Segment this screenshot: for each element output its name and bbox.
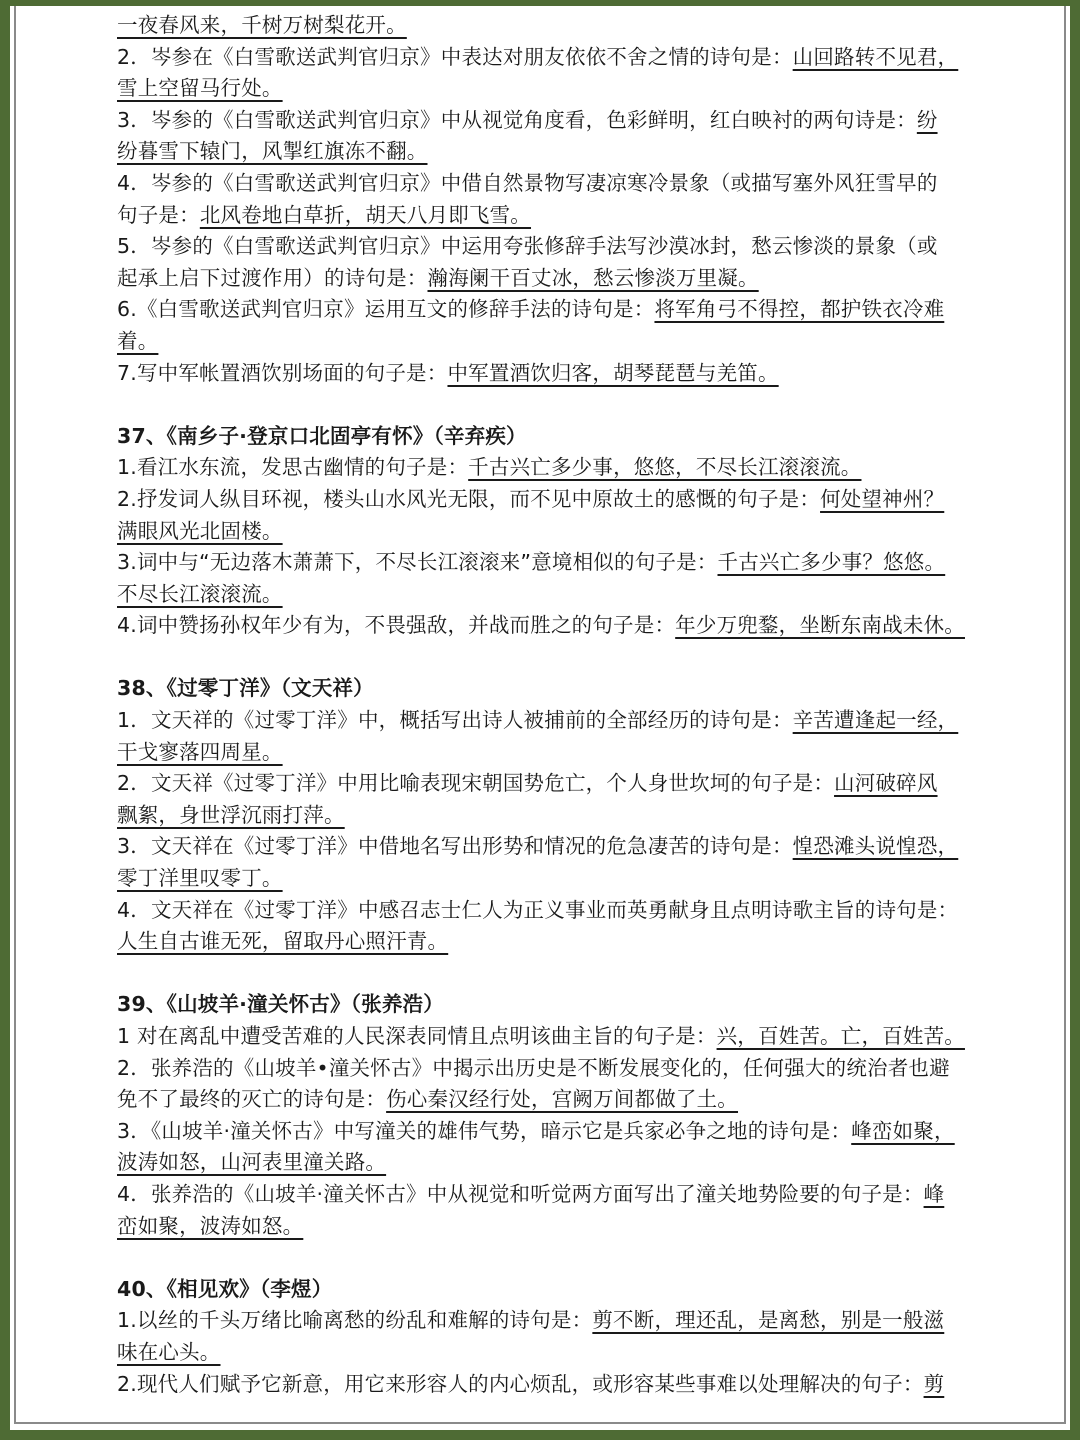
text-line [117, 1179, 965, 1211]
answer-text: 伤心秦汉经行处，宫阙万间都做了土。 [386, 1087, 739, 1112]
question-text: 免不了最终的灭亡的诗句是： [117, 1087, 387, 1112]
document-body [117, 10, 965, 1400]
question-text: 2．岑参在《白雪歌送武判官归京》中表达对朋友依依不舍之情的诗句是： [117, 44, 793, 69]
answer-text: 不尽长江滚滚流。 [117, 581, 283, 606]
text-line [117, 484, 965, 516]
text-line [117, 358, 965, 390]
answer-text: 飘絮，身世浮沉雨打萍。 [117, 802, 345, 827]
question-text: 4．岑参的《白雪歌送武判官归京》中借自然景物写凄凉寒冷景象（或描写塞外风狂雪早的 [117, 170, 938, 195]
text-line [117, 926, 965, 958]
text-line [117, 452, 965, 484]
answer-text: 辛苦遭逢起一经， [792, 708, 959, 733]
answer-text: 千古兴亡多少事？悠悠。 [717, 550, 946, 575]
answer-text: 将军角弓不得控，都护铁衣冷难 [654, 297, 945, 322]
text-line [117, 105, 965, 137]
text-line [117, 1369, 965, 1401]
question-text: 2.现代人们赋予它新意，用它来形容人的内心烦乱，或形容某些事难以处理解决的句子： [117, 1371, 924, 1396]
answer-text: 干戈寥落四周星。 [117, 739, 283, 764]
answer-text: 瀚海阑干百丈冰，愁云惨淡万里凝。 [427, 265, 759, 290]
question-text: 1．文天祥的《过零丁洋》中，概括写出诗人被捕前的全部经历的诗句是： [117, 708, 793, 733]
question-text: 7.写中军帐置酒饮别场面的句子是： [117, 360, 448, 385]
answer-text: 山河破碎风 [834, 771, 938, 796]
text-line [117, 1084, 965, 1116]
text-line [117, 1147, 965, 1179]
answer-text: 北风卷地白草折，胡天八月即飞雪。 [199, 202, 532, 227]
answer-text: 峦如聚，波涛如怒。 [117, 1213, 304, 1238]
answer-text: 纷 [916, 107, 938, 132]
text-line [117, 516, 965, 548]
blank-line [117, 642, 965, 674]
text-line [117, 579, 965, 611]
text-line [117, 42, 965, 74]
question-text: 2.抒发词人纵目环视，楼头山水风光无限，而不见中原故土的感慨的句子是： [117, 486, 821, 511]
text-line [117, 263, 965, 295]
blank-line [117, 1242, 965, 1274]
text-line [117, 73, 965, 105]
answer-text: 中军置酒饮归客，胡琴琵琶与羌笛。 [447, 360, 779, 385]
text-line [117, 1211, 965, 1243]
question-text: 4．张养浩的《山坡羊·潼关怀古》中从视觉和听觉两方面写出了潼关地势险要的句子是： [117, 1181, 924, 1206]
text-line [117, 326, 965, 358]
section-heading: 38、《过零丁洋》（文天祥） [117, 676, 374, 701]
answer-text: 零丁洋里叹零丁。 [117, 866, 283, 891]
answer-text: 何处望神州？ [820, 486, 945, 511]
question-text: 4.词中赞扬孙权年少有为，不畏强敌，并战而胜之的句子是： [117, 613, 676, 638]
text-line [117, 1337, 965, 1369]
answer-text: 着。 [117, 328, 159, 353]
question-text: 6.《白雪歌送武判官归京》运用互文的修辞手法的诗句是： [117, 297, 655, 322]
question-text: 2．张养浩的《山坡羊•潼关怀古》中揭示出历史是不断发展变化的，任何强大的统治者也避 [117, 1055, 950, 1080]
text-line [117, 547, 965, 579]
text-line [117, 10, 965, 42]
text-line [117, 863, 965, 895]
answer-text: 年少万兜鍪，坐断东南战未休。 [675, 613, 965, 638]
question-text: 3．文天祥在《过零丁洋》中借地名写出形势和情况的危急凄苦的诗句是： [117, 834, 793, 859]
question-text: 3．岑参的《白雪歌送武判官归京》中从视觉角度看，色彩鲜明，红白映衬的两句诗是： [117, 107, 917, 132]
answer-text: 峰峦如聚， [851, 1118, 955, 1143]
text-line [117, 1053, 965, 1085]
text-line [117, 610, 965, 642]
answer-text: 纷暮雪下辕门，风掣红旗冻不翻。 [117, 139, 428, 164]
question-text: 句子是： [117, 202, 200, 227]
question-text: 2．文天祥《过零丁洋》中用比喻表现宋朝国势危亡，个人身世坎坷的句子是： [117, 771, 835, 796]
question-text: 4．文天祥在《过零丁洋》中感召志士仁人为正义事业而英勇献身且点明诗歌主旨的诗句是： [117, 897, 959, 922]
text-line [117, 895, 965, 927]
question-text: 1.以丝的千头万绪比喻离愁的纷乱和难解的诗句是： [117, 1308, 593, 1333]
text-line [117, 231, 965, 263]
answer-text: 剪 [923, 1371, 945, 1396]
answer-text: 兴，百姓苦。亡，百姓苦。 [716, 1024, 965, 1048]
text-line [117, 768, 965, 800]
blank-line [117, 389, 965, 421]
answer-text: 雪上空留马行处。 [117, 76, 283, 101]
text-line [117, 1305, 965, 1337]
question-text: 1.看江水东流，发思古幽情的句子是： [117, 455, 469, 480]
document-page [10, 6, 1070, 1430]
answer-text: 波涛如怒，山河表里潼关路。 [117, 1150, 387, 1175]
answer-text: 剪不断，理还乱，是离愁，别是一般滋 [592, 1308, 945, 1333]
answer-text: 人生自古谁无死，留取丹心照汗青。 [117, 929, 449, 954]
answer-text: 满眼风光北固楼。 [117, 518, 283, 543]
answer-text: 山回路转不见君， [792, 44, 959, 69]
question-text: 起承上启下过渡作用）的诗句是： [117, 265, 428, 290]
text-line [117, 800, 965, 832]
answer-text: 千古兴亡多少事，悠悠，不尽长江滚滚流。 [468, 455, 862, 480]
question-text: 3.词中与“无边落木萧萧下，不尽长江滚滚来”意境相似的句子是： [117, 550, 718, 575]
question-text: 3．《山坡羊·潼关怀古》中写潼关的雄伟气势，暗示它是兵家必争之地的诗句是： [117, 1118, 852, 1143]
text-line [117, 1116, 965, 1148]
section-heading: 39、《山坡羊·潼关怀古》（张养浩） [117, 992, 444, 1017]
text-line [117, 705, 965, 737]
text-line [117, 136, 965, 168]
text-line [117, 200, 965, 232]
answer-text: 味在心头。 [117, 1339, 221, 1364]
text-line [117, 737, 965, 769]
answer-text: 峰 [923, 1181, 945, 1206]
question-text: 1 对在离乱中遭受苦难的人民深表同情且点明该曲主旨的句子是： [117, 1024, 717, 1048]
answer-text: 惶恐滩头说惶恐， [792, 834, 959, 859]
section-heading: 40、《相见欢》（李煜） [117, 1276, 333, 1301]
answer-text: 一夜春风来，千树万树梨花开。 [117, 13, 407, 37]
text-line [117, 831, 965, 863]
text-line [117, 294, 965, 326]
question-text: 5．岑参的《白雪歌送武判官归京》中运用夸张修辞手法写沙漠冰封，愁云惨淡的景象（或 [117, 234, 938, 259]
section-heading: 37、《南乡子·登京口北固亭有怀》（辛弃疾） [117, 423, 527, 448]
blank-line [117, 958, 965, 990]
text-line [117, 168, 965, 200]
text-line [117, 1021, 965, 1053]
